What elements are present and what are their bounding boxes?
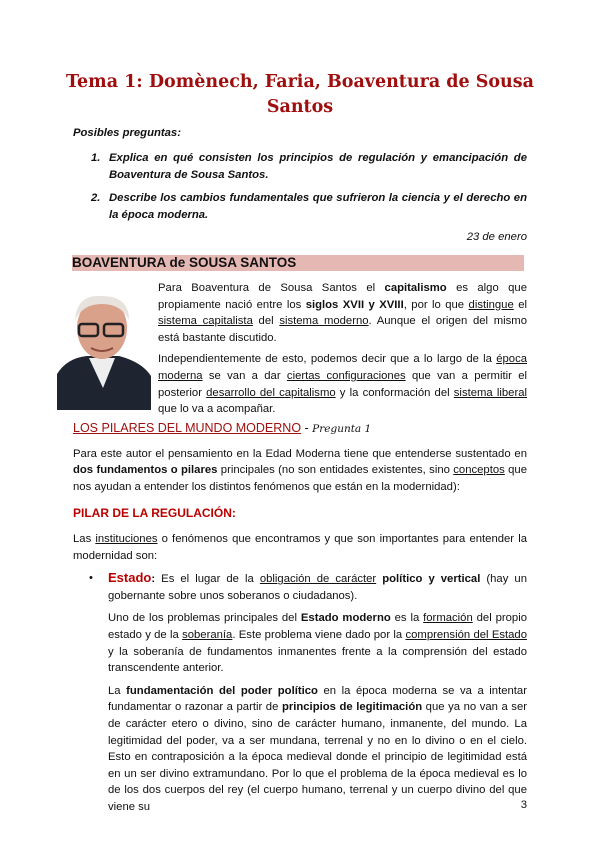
pilares-heading: LOS PILARES DEL MUNDO MODERNO [73,421,302,435]
estado-paragraph-1 [108,610,527,676]
text-run: que nos ayudan a entender los distintos fenómenos que están en la modernidad): [73,464,527,493]
text-run: principios de legitimación [281,701,423,714]
text-run: es la [390,612,424,625]
question-1 [91,150,527,183]
text-run: sistema moderno [279,315,369,328]
text-run: formación [423,612,473,625]
question-text: Describe los cambios fundamentales que sufrieron la ciencia y el derecho en la época moderna. [109,192,527,221]
text-run: del propio estado y de la [108,612,527,641]
text-run: que van a permitir el posterior [158,369,527,399]
text-run: que lo va a acompañar. [158,403,276,416]
intro-paragraph-2 [158,351,527,417]
text-run: sistema capitalista [158,315,253,328]
text-run: . Aunque el origen del mismo está bastante discutido. [158,315,527,344]
text-run: (hay un gobernante sobre unos soberanos o ciudadanos). [108,573,527,602]
text-run: instituciones [95,532,158,545]
text-run: Uno de los problemas principales del [108,612,301,625]
text-run: fundamentación del poder político [126,684,318,697]
text-run: y la conformación del [335,386,454,399]
bullet-text [108,570,527,604]
section-heading-text: BOAVENTURA de SOUSA SANTOS [72,255,297,270]
text-run: comprensión del Estado [405,628,527,641]
text-run: principales (no son entidades existentes, sino [217,464,454,477]
text-run: dos fundamentos o pilares [73,464,218,477]
text-run: conceptos [453,464,505,477]
text-run: es algo que propiamente nació entre los [158,282,527,311]
text-run: desarrollo del capitalismo [206,386,336,399]
text-run: capitalismo [384,282,447,294]
estado-paragraph-2 [108,683,527,816]
text-run: época moderna [158,353,527,382]
text-run: , por lo que [403,298,469,311]
document-title: Tema 1: Domènech, Faria, Boaventura de Sousa Santos [66,72,534,117]
regulacion-heading: PILAR DE LA REGULACIÓN: [73,506,236,521]
bullet-estado [73,570,527,815]
section-heading [72,255,524,271]
date-label: 23 de enero [466,231,527,243]
text-run: obligación de carácter [259,573,377,586]
page-number: 3 [520,799,527,811]
text-run: Para este autor el pensamiento en la Edad Moderna tiene que entenderse sustentado en [73,447,527,460]
question-number: 2. [91,192,101,204]
questions-heading: Posibles preguntas: [73,127,181,139]
text-run: Para Boaventura de Sousa Santos el [158,282,385,294]
text-run: : [151,573,162,586]
text-run: del [252,315,280,328]
intro-paragraph-1 [158,280,527,346]
text-run: La [108,684,127,697]
text-run: Es el lugar de la [161,573,260,586]
pilares-heading-row [73,420,527,438]
text-run: o fenómenos que encontramos y que son importantes para entender la modernidad son: [73,532,527,562]
pilares-paragraph [73,446,527,496]
pilares-separator: - [301,421,313,435]
text-run: distingue [468,298,514,311]
text-run: siglos XVII y XVIII [305,298,404,311]
text-run: político y vertical [382,573,481,586]
regulacion-paragraph [73,531,527,564]
question-number: 1. [91,152,101,164]
text-run: Estado moderno [300,612,391,625]
text-run: soberanía [182,628,233,641]
text-run: Las [73,532,96,545]
question-text: Explica en qué consisten los principios de regulación y emancipación de Boaventura de Sousa Santos. [109,152,527,181]
text-run: el [513,298,527,311]
text-run: ciertas configuraciones [286,369,406,382]
text-run: que ya no van a ser de carácter etero o divino, sino de carácter humano, inmanente, del mundo. La legitimidad del poder, va a ser mundana, terrenal y no en lo divino o en el cielo. Esto en contraposición a la época medieval donde el principio de legitimidad está en un ser divino extramundano. Por lo que el problema de la época medieval es lo de los dos cuerpos del rey (el cuerpo humano, terrenal y un cuerpo divino del que viene su [108,701,527,813]
text-run: Independientemente de esto, podemos decir que a lo largo de la [158,353,497,366]
bullet-icon: • [89,572,93,585]
text-run: sistema liberal [453,386,528,399]
text-run: . Este problema viene dado por la [232,628,406,641]
text-run: y la soberanía de fundamentos inmanentes frente a la comprensión del estado transcendente anterior. [108,645,527,675]
text-run: en la época moderna se va a intentar fundamentar o razonar a partir de [108,684,527,714]
text-run: Estado [108,570,152,586]
pilares-tag: Pregunta 1 [312,423,372,435]
question-2 [91,190,527,223]
author-photo [57,292,151,410]
text-run: se van a dar [202,369,287,382]
